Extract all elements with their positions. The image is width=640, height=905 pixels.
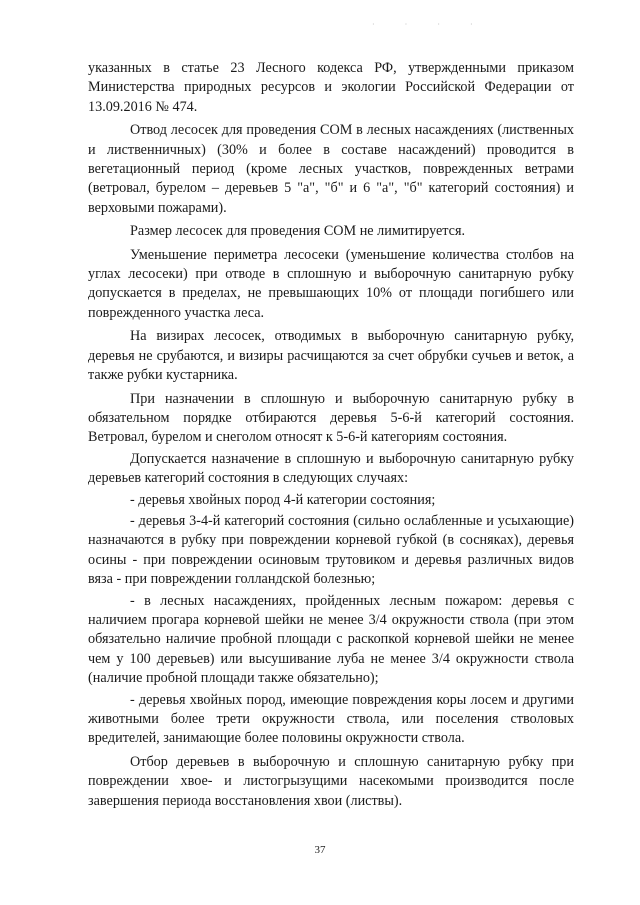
list-item-root-sponge: - деревья 3-4-й категорий состояния (сильно ослабленные и усыхающие) назначаются в рубку при повреждении корневой губкой (в сосняках), деревья осины - при повреждении осиновым трутовиком и деревья различных видов вяза - при повреждении голландской болезнью;	[88, 512, 574, 588]
list-item-bark-damage: - деревья хвойных пород, имеющие повреждения коры лосем и другими животными более трети окружности ствола, или поселения стволовых вредителей, занимающие более половины окружности ствола.	[88, 691, 574, 747]
paragraph-continuation: указанных в статье 23 Лесного кодекса РФ, утвержденными приказом Министерства природных ресурсов и экологии Российской Федерации от 13.09.2016 № 474.	[88, 60, 574, 115]
document-body	[88, 59, 574, 815]
paragraph-perimeter-reduction: Уменьшение периметра лесосеки (уменьшение количества столбов на углах лесосеки) при отводе в сплошную и выборочную санитарную рубку допускается в пределах, не превышающих 10% от площади погибшего или поврежденного участка леса.	[88, 246, 574, 321]
paragraph-insect-damage: Отбор деревьев в выборочную и сплошную санитарную рубку при повреждении хвое- и листогрызущими насекомыми производится после завершения периода восстановления хвои (листвы).	[88, 753, 574, 809]
paragraph-allowed-cases: Допускается назначение в сплошную и выборочную санитарную рубку деревьев категорий состояния в следующих случаях:	[88, 450, 574, 487]
list-item-conifers-cat4: - деревья хвойных пород 4-й категории состояния;	[130, 491, 436, 508]
list-item-fire-damage: - в лесных насаждениях, пройденных лесным пожаром: деревья с наличием прогара корневой шейки не менее 3/4 окружности ствола (при этом обязательно наличие пробной площади с раскопкой корневой шейки не менее чем у 100 деревьев) или высушивание луба не менее 3/4 окружности ствола (наличие пробной площади также обязательно);	[88, 592, 574, 687]
paragraph-som-size: Размер лесосек для проведения СОМ не лимитируется.	[130, 223, 466, 240]
paragraph-som-allotment: Отвод лесосек для проведения СОМ в лесных насаждениях (лиственных и лиственничных) (30% и более в составе насаждений) проводится в вегетационный период (кроме лесных участков, поврежденных ветрами (ветровал, бурелом – деревьев 5 "а", "б" и 6 "а", "б" категорий состояния) и верховыми пожарами).	[88, 122, 574, 216]
page-number: 37	[314, 844, 326, 856]
paragraph-clearings: На визирах лесосек, отводимых в выборочную санитарную рубку, деревья не срубаются, и визиры расчищаются за счет обрубки сучьев и веток, а также рубки кустарника.	[88, 328, 574, 384]
paragraph-tree-selection: При назначении в сплошную и выборочную санитарную рубку в обязательном порядке отбираются деревья 5-6-й категорий состояния. Ветровал, бурелом и снеголом относят к 5-6-й категориям состояния.	[88, 390, 574, 446]
scan-artifact-marks: · · · ·	[372, 20, 487, 29]
